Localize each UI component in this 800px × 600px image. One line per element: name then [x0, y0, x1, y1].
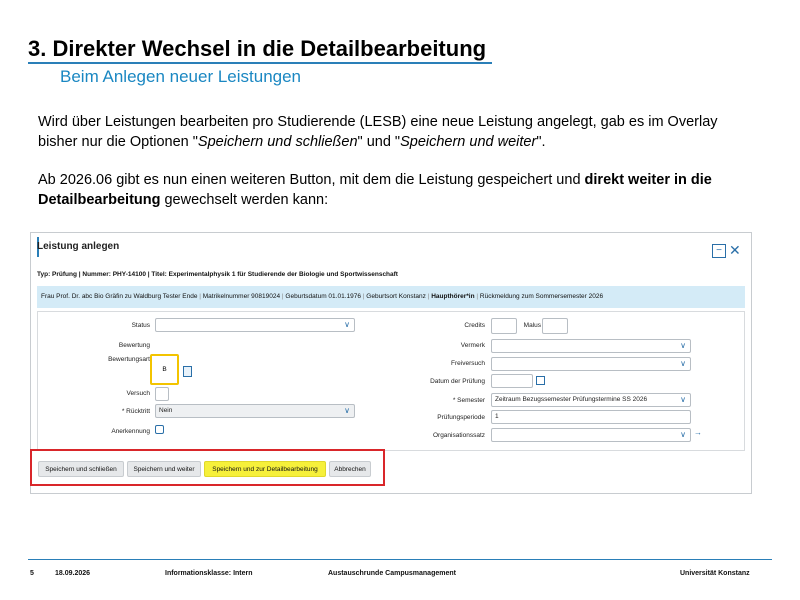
vermerk-select[interactable] [491, 339, 691, 353]
chevron-down-icon: ∨ [680, 359, 686, 368]
footer-organization: Universität Konstanz [680, 570, 750, 577]
malus-label: Malus [523, 322, 541, 329]
chevron-down-icon: ∨ [680, 341, 686, 350]
anerkennung-checkbox[interactable] [155, 425, 164, 434]
exam-type-line: Typ: Prüfung | Nummer: PHY-14100 | Titel: Experimentalphysik 1 für Studierende der Biologie und Sportwissenschaft [37, 271, 398, 278]
status-select[interactable] [155, 318, 355, 332]
footer-date: 18.09.2026 [55, 570, 91, 577]
anerkennung-label: Anerkennung [111, 428, 150, 435]
versuch-input[interactable] [155, 387, 169, 401]
freiversuch-select[interactable] [491, 357, 691, 371]
save-detail-button[interactable]: Speichern und zur Detailbearbeitung [204, 461, 326, 477]
versuch-label: Versuch [126, 390, 150, 397]
credits-input[interactable] [491, 318, 517, 334]
close-icon[interactable]: ✕ [729, 242, 741, 258]
document-icon[interactable] [183, 366, 192, 377]
new-button-paragraph: Ab 2026.06 gibt es nun einen weiteren Button, mit dem die Leistung gespeichert und direkt weiter in die Detailbearbeitung gewechselt werden kann: [38, 172, 712, 208]
bewertung-label: Bewertung [118, 342, 150, 349]
dialog-title: Leistung anlegen [37, 241, 120, 252]
chevron-down-icon: ∨ [344, 406, 350, 415]
slide-subtitle: Beim Anlegen neuer Leistungen [60, 67, 302, 86]
calendar-icon[interactable] [536, 376, 545, 385]
arrow-right-icon[interactable]: → [694, 428, 702, 437]
freiversuch-label: Freiversuch [451, 360, 485, 367]
datum-input[interactable] [491, 374, 533, 388]
orgsatz-select[interactable] [491, 428, 691, 442]
semester-label: * Semester [452, 397, 485, 404]
malus-input[interactable] [542, 318, 568, 334]
pruefungsperiode-input[interactable]: 1 [491, 410, 691, 424]
footer-rule [28, 559, 772, 560]
footer-classification: Informationsklasse: Intern [165, 570, 253, 577]
semester-select[interactable]: Zeitraum Bezugssemester Prüfungstermine SS 2026 ∨ [491, 393, 691, 407]
pruefungsperiode-label: Prüfungsperiode [437, 414, 485, 421]
datum-label: Datum der Prüfung [430, 378, 485, 385]
chevron-down-icon: ∨ [344, 320, 350, 329]
credits-label: Credits [464, 322, 485, 329]
vermerk-label: Vermerk [460, 342, 485, 349]
title-underline [28, 62, 492, 64]
status-label: Status [131, 322, 150, 329]
ruecktritt-select[interactable]: Nein ∨ [155, 404, 355, 418]
bewertungsart-field[interactable]: B [150, 354, 179, 385]
save-close-button[interactable]: Speichern und schließen [38, 461, 124, 477]
footer-project: Austauschrunde Campusmanagement [328, 570, 456, 577]
intro-paragraph: Wird über Leistungen bearbeiten pro Studierende (LESB) eine neue Leistung angelegt, gab es im Overlay bisher nur die Optionen "Speichern und schließen" und "Speichern und weiter". [38, 114, 718, 150]
slide-title: 3. Direkter Wechsel in die Detailbearbeitung [28, 36, 487, 61]
chevron-down-icon: ∨ [680, 395, 686, 404]
orgsatz-label: Organisationssatz [432, 432, 485, 439]
bewertungsart-label: Bewertungsart [108, 356, 150, 363]
cancel-button[interactable]: Abbrechen [329, 461, 371, 477]
minimize-icon[interactable]: − [712, 244, 726, 258]
ruecktritt-label: * Rücktritt [121, 408, 150, 415]
page-number: 5 [30, 570, 34, 577]
chevron-down-icon: ∨ [680, 430, 686, 439]
student-info-bar: Frau Prof. Dr. abc Bio Gräfin zu Waldburg Tester Ende | Matrikelnummer 90819024 | Geburtsdatum 01.01.1976 | Geburtsort Konstanz | Haupthörer*in | Rückmeldung zum Sommersemester 2026 [37, 286, 745, 308]
save-next-button[interactable]: Speichern und weiter [127, 461, 201, 477]
